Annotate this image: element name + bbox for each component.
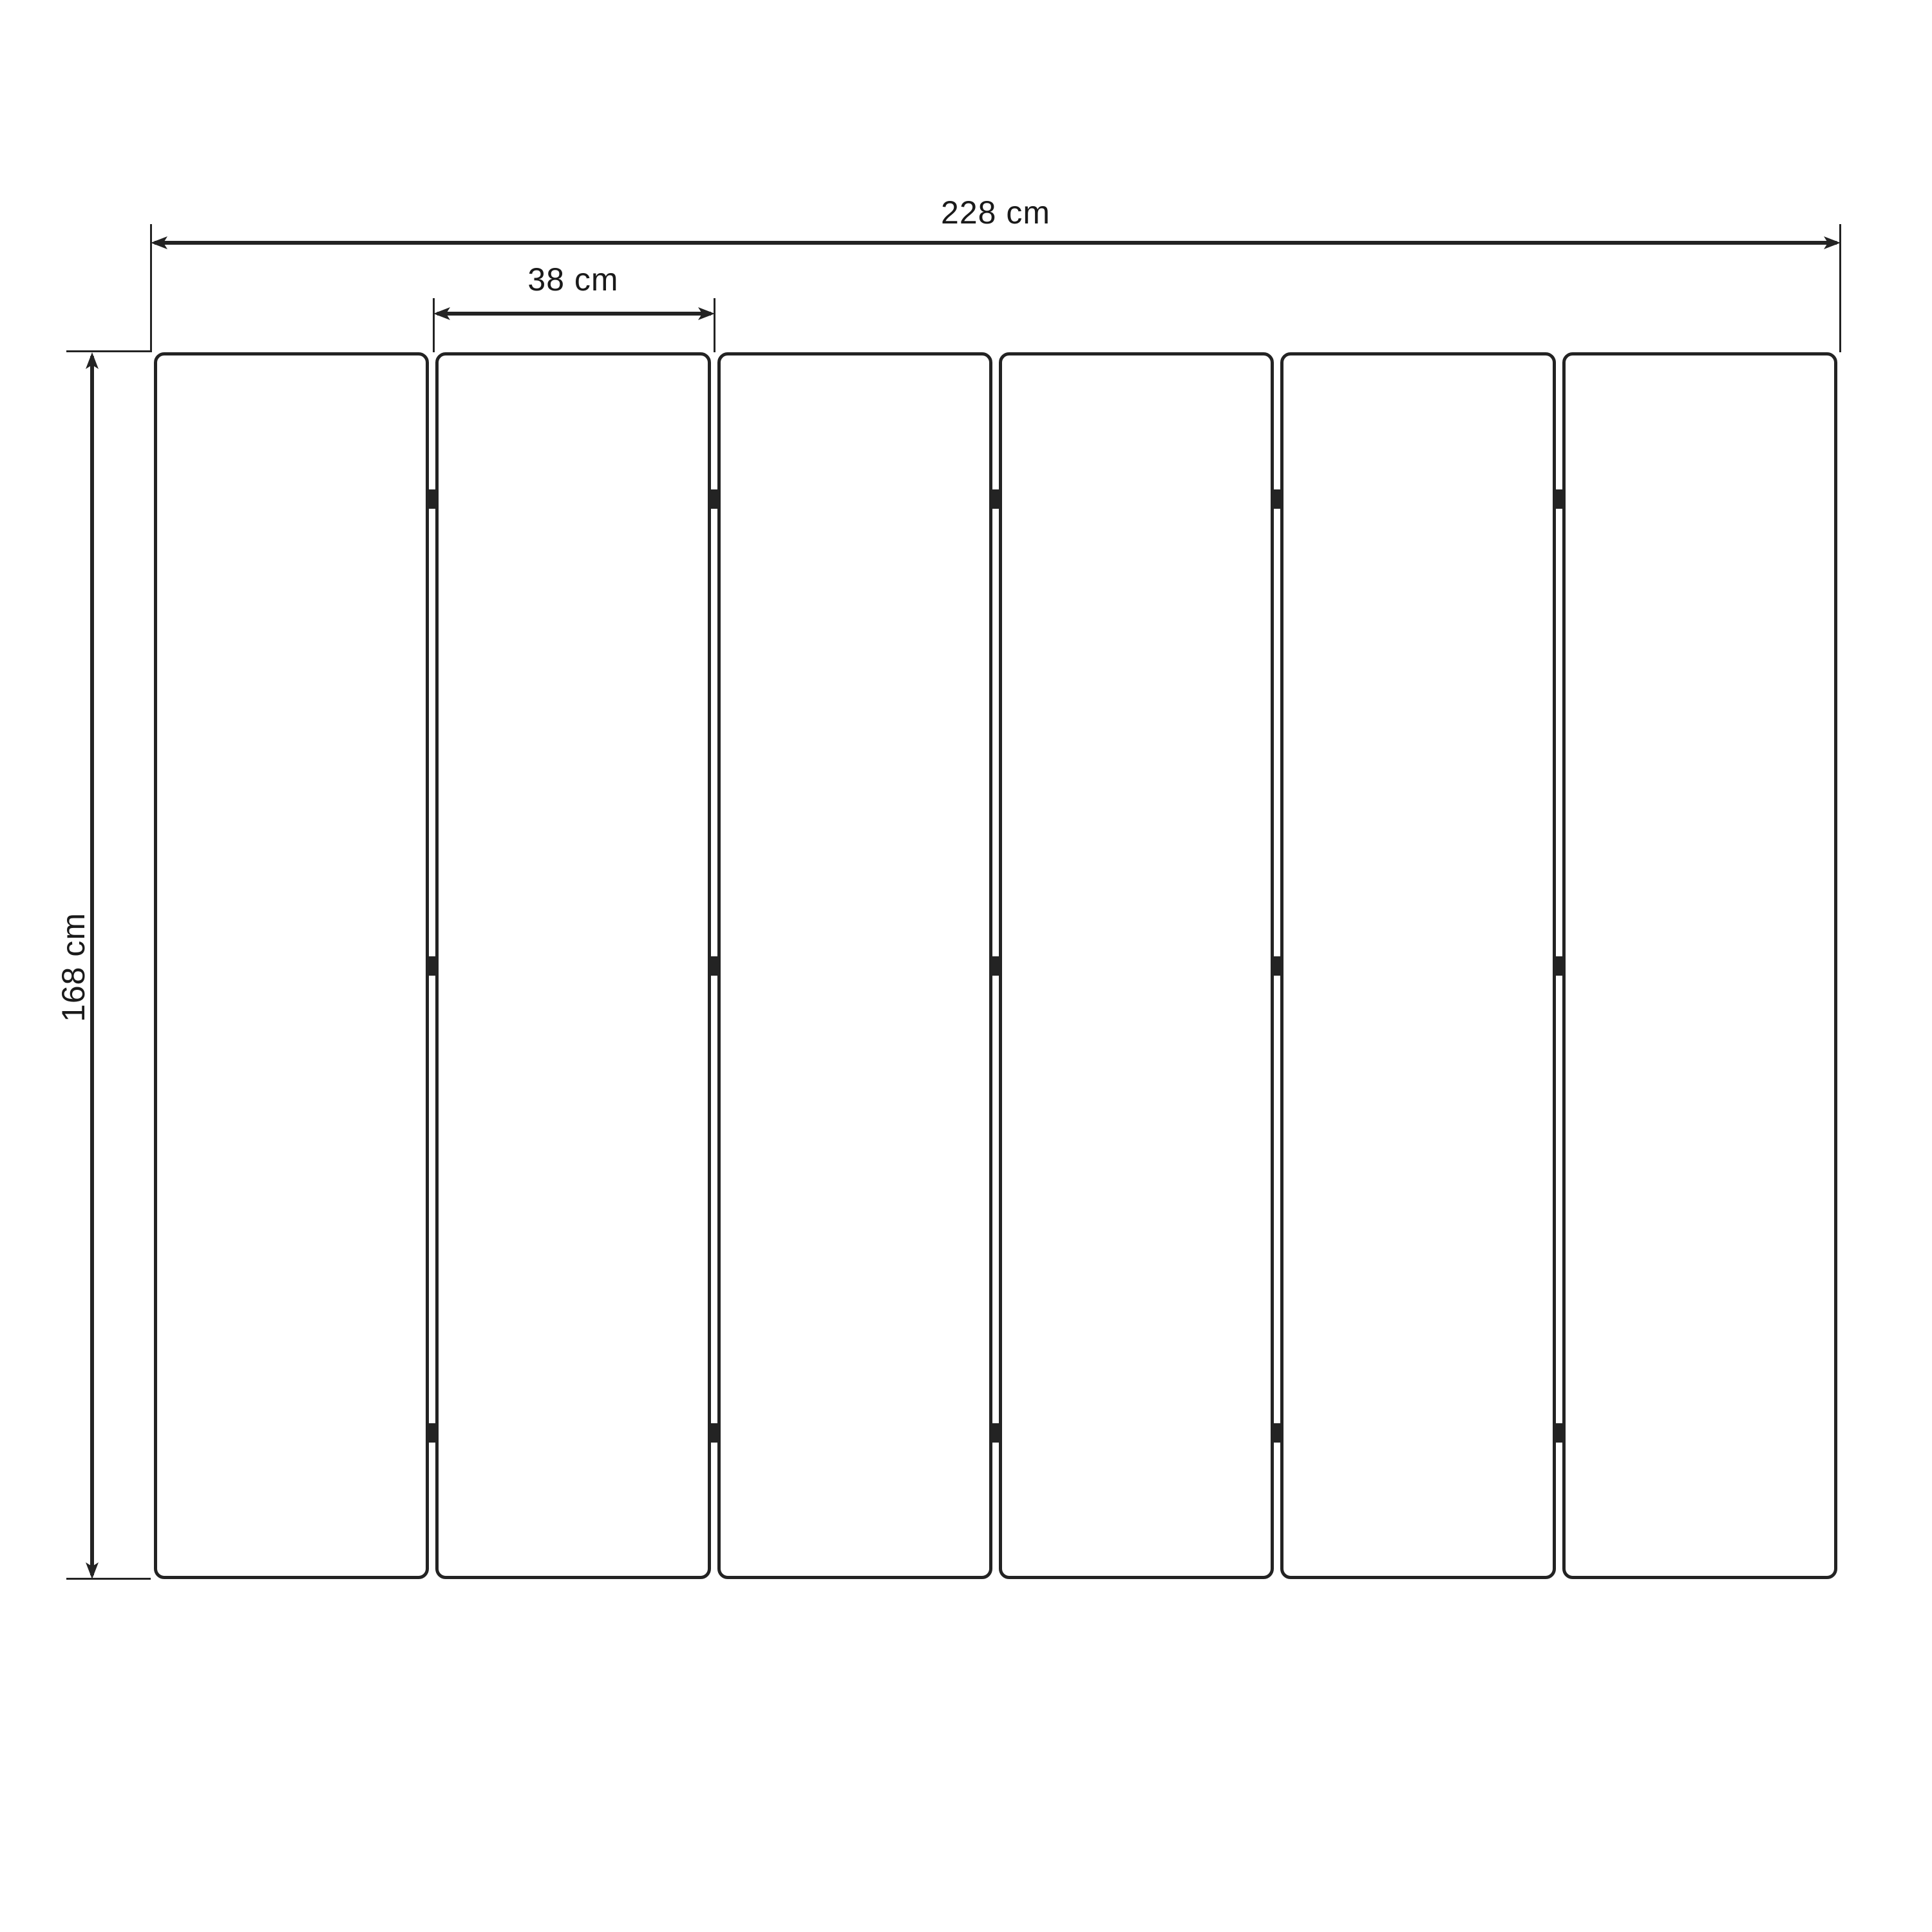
hinge-mark <box>1555 956 1562 976</box>
extension-line-panel-left <box>433 298 435 352</box>
hinge-mark <box>429 1423 436 1443</box>
screen-panel <box>1562 352 1837 1579</box>
hinge-mark <box>1274 956 1281 976</box>
screen-panel <box>999 352 1274 1579</box>
hinge-mark <box>429 956 436 976</box>
screen-panel <box>435 352 710 1579</box>
extension-line-total-left <box>150 224 152 352</box>
screen-panel <box>1280 352 1555 1579</box>
hinge-mark <box>1274 489 1281 509</box>
hinge-mark <box>992 1423 999 1443</box>
hinge-mark <box>992 956 999 976</box>
hinge-mark <box>710 1423 717 1443</box>
hinge-mark <box>710 489 717 509</box>
panel-width-label: 38 cm <box>527 261 619 298</box>
total-width-label: 228 cm <box>941 194 1050 231</box>
extension-line-panel-right <box>714 298 715 352</box>
hinge-mark <box>710 956 717 976</box>
height-label: 168 cm <box>55 913 91 1022</box>
extension-line-height-bottom <box>66 1578 151 1580</box>
total-width-dimension-line <box>155 241 1837 245</box>
screen-panel <box>154 352 429 1579</box>
extension-line-height-top <box>66 350 151 352</box>
panel-width-dimension-line <box>437 312 711 316</box>
hinge-mark <box>1555 489 1562 509</box>
hinge-mark <box>1555 1423 1562 1443</box>
hinge-mark <box>429 489 436 509</box>
extension-line-total-right <box>1839 224 1841 352</box>
hinge-mark <box>992 489 999 509</box>
hinge-mark <box>1274 1423 1281 1443</box>
screen-panel <box>717 352 992 1579</box>
